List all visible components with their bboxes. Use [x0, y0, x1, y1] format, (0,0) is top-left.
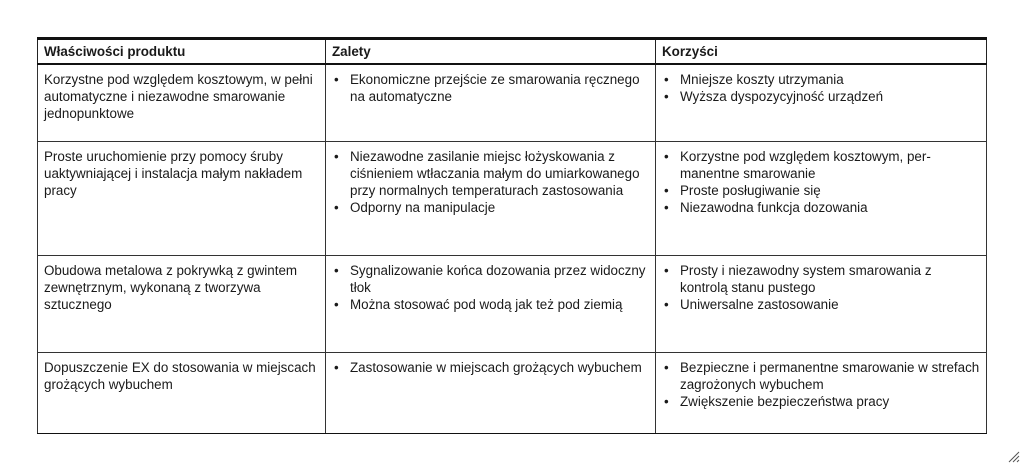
advantages-list: [332, 359, 649, 376]
list-item-text: Mniejsze koszty utrzymania: [680, 72, 844, 87]
advantages-list: [332, 71, 649, 105]
property-cell: Korzystne pod względem kosztowym, w pełni automatyczne i niezawodne smarowanie jednopunktowe: [38, 64, 326, 142]
header-advantages: Zalety: [326, 39, 656, 65]
benefits-list: [662, 148, 980, 216]
benefits-cell: [656, 353, 987, 434]
benefits-cell: [656, 142, 987, 256]
list-item: [662, 88, 980, 105]
bullet-icon: •: [334, 297, 339, 312]
bullet-icon: •: [334, 360, 339, 375]
list-item: [332, 296, 649, 313]
list-item: [332, 262, 649, 296]
resize-corner-icon[interactable]: [1008, 451, 1020, 463]
list-item-text: Ekonomiczne przejście ze smarowania ręcznego na automatyczne: [350, 72, 640, 104]
table-row: [38, 256, 987, 353]
list-item: [332, 71, 649, 105]
list-item: [662, 199, 980, 216]
advantages-list: [332, 262, 649, 313]
product-features-table: [37, 37, 987, 434]
list-item-text: Zastosowanie w miejscach grożących wybuchem: [350, 360, 642, 375]
list-item: [662, 148, 980, 182]
benefits-list: [662, 262, 980, 313]
property-cell: Proste uruchomienie przy pomocy śruby uaktywniającej i instalacja małym nakładem pracy: [38, 142, 326, 256]
list-item: [662, 296, 980, 313]
list-item: [332, 148, 649, 199]
list-item-text: Sygnalizowanie końca dozowania przez widoczny tłok: [350, 263, 646, 295]
list-item: [332, 359, 649, 376]
benefits-cell: [656, 256, 987, 353]
bullet-icon: •: [334, 72, 339, 87]
header-benefits: Korzyści: [656, 39, 987, 65]
bullet-icon: •: [664, 297, 669, 312]
list-item: [662, 182, 980, 199]
advantages-cell: [326, 353, 656, 434]
benefits-list: [662, 71, 980, 105]
bullet-icon: •: [664, 149, 669, 164]
list-item-text: Uniwersalne zastosowanie: [680, 297, 839, 312]
list-item: [662, 359, 980, 393]
list-item-text: Bezpieczne i permanentne smarowanie w strefach zagrożonych wybuchem: [680, 360, 980, 392]
bullet-icon: •: [664, 89, 669, 104]
list-item-text: Można stosować pod wodą jak też pod ziemią: [350, 297, 623, 312]
list-item-text: Niezawodna funkcja dozowania: [680, 200, 868, 215]
bullet-icon: •: [664, 183, 669, 198]
list-item: [662, 393, 980, 410]
bullet-icon: •: [334, 149, 339, 164]
list-item: [662, 71, 980, 88]
property-cell: Dopuszczenie EX do stosowania w miejscach grożących wybuchem: [38, 353, 326, 434]
advantages-cell: [326, 256, 656, 353]
header-row: [38, 39, 987, 65]
benefits-list: [662, 359, 980, 410]
benefits-cell: [656, 64, 987, 142]
list-item-text: Prosty i niezawodny system smarowania z kontrolą stanu pustego: [680, 263, 932, 295]
bullet-icon: •: [334, 263, 339, 278]
advantages-cell: [326, 142, 656, 256]
list-item-text: Niezawodne zasilanie miejsc łożyskowania z ciśnieniem wtłaczania małym do umiarkowanego przy normalnych temperaturach zastosowania: [350, 149, 640, 198]
list-item: [332, 199, 649, 216]
bullet-icon: •: [664, 360, 669, 375]
list-item: [662, 262, 980, 296]
bullet-icon: •: [664, 263, 669, 278]
list-item-text: Odporny na manipulacje: [350, 200, 496, 215]
table-row: [38, 353, 987, 434]
bullet-icon: •: [664, 394, 669, 409]
header-properties: Właściwości produktu: [38, 39, 326, 65]
advantages-list: [332, 148, 649, 216]
list-item-text: Wyższa dyspozycyjność urządzeń: [680, 89, 884, 104]
table-row: [38, 142, 987, 256]
bullet-icon: •: [664, 200, 669, 215]
list-item-text: Korzystne pod względem kosztowym, permanentne smarowanie: [680, 149, 931, 181]
advantages-cell: [326, 64, 656, 142]
table-row: [38, 64, 987, 142]
bullet-icon: •: [334, 200, 339, 215]
list-item-text: Zwiększenie bezpieczeństwa pracy: [680, 394, 890, 409]
bullet-icon: •: [664, 72, 669, 87]
list-item-text: Proste posługiwanie się: [680, 183, 821, 198]
property-cell: Obudowa metalowa z pokrywką z gwintem zewnętrznym, wykonaną z tworzywa sztucznego: [38, 256, 326, 353]
